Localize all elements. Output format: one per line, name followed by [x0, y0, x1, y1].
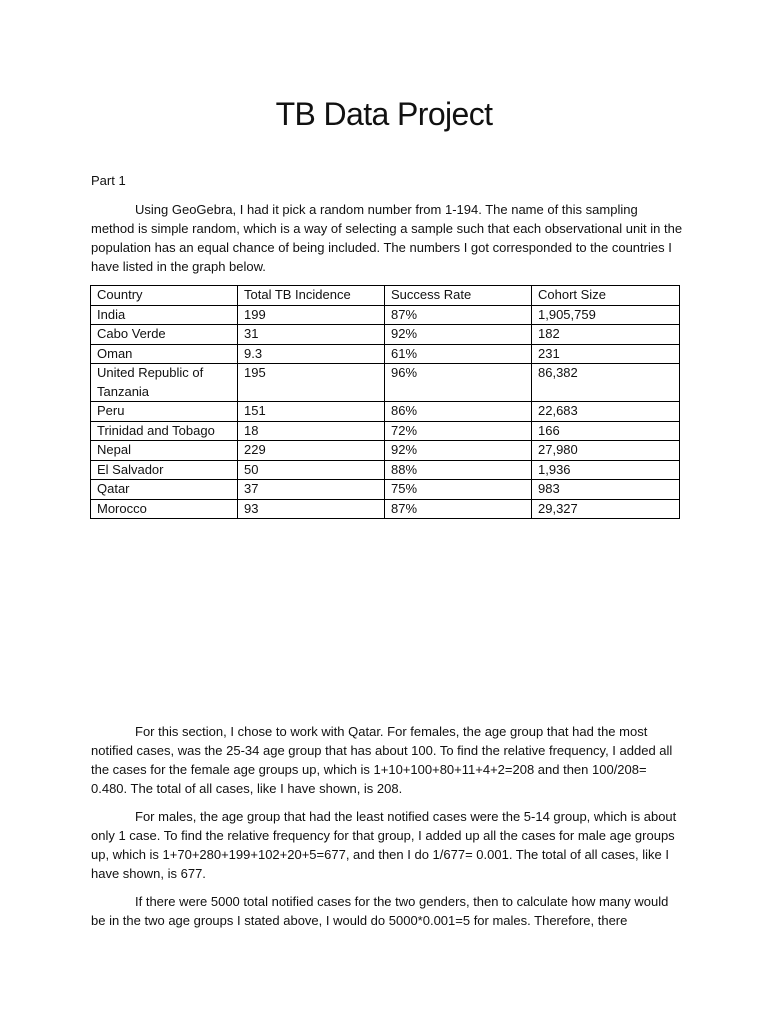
table-cell: 92%	[385, 441, 532, 461]
table-cell: 29,327	[532, 499, 680, 519]
table-cell: Success Rate	[385, 286, 532, 306]
table-cell: 96%	[385, 364, 532, 402]
table-header-row	[91, 286, 680, 306]
table-cell: 18	[238, 421, 385, 441]
table-cell: 86%	[385, 402, 532, 422]
table-row	[91, 460, 680, 480]
table-cell: 31	[238, 325, 385, 345]
table-cell: 195	[238, 364, 385, 402]
table-cell: 87%	[385, 305, 532, 325]
table-cell: Oman	[91, 344, 238, 364]
table-cell: Country	[91, 286, 238, 306]
table-cell: 229	[238, 441, 385, 461]
table-cell: 88%	[385, 460, 532, 480]
table-cell: 86,382	[532, 364, 680, 402]
table-cell: 151	[238, 402, 385, 422]
table-cell: 37	[238, 480, 385, 500]
table-row	[91, 441, 680, 461]
table-row	[91, 325, 680, 345]
table-cell: 1,936	[532, 460, 680, 480]
table-cell: 75%	[385, 480, 532, 500]
table-cell: 72%	[385, 421, 532, 441]
part-label: Part 1	[91, 173, 126, 188]
table-cell: 93	[238, 499, 385, 519]
table-cell: United Republic of Tanzania	[91, 364, 238, 402]
intro-paragraph: Using GeoGebra, I had it pick a random number from 1-194. The name of this sampling method is simple random, which is a way of selecting a sample such that each observational unit in the population has an equal chance of being included. The numbers I got corresponded to the countries I have listed in the graph below.	[91, 202, 683, 274]
table-cell: Nepal	[91, 441, 238, 461]
table-cell: Trinidad and Tobago	[91, 421, 238, 441]
table-cell: 27,980	[532, 441, 680, 461]
table-cell: 22,683	[532, 402, 680, 422]
female-analysis-paragraph: For this section, I chose to work with Qatar. For females, the age group that had the most notified cases, was the 25-34 age group that has about 100. To find the relative frequency, I added all the cases for the female age groups up, which is 1+10+100+80+11+4+2=208 and then 100/208= 0.480. The total of all cases, like I have shown, is 208.	[91, 724, 673, 796]
table-cell: 1,905,759	[532, 305, 680, 325]
table-cell: 50	[238, 460, 385, 480]
total-cases-paragraph: If there were 5000 total notified cases for the two genders, then to calculate how many would be in the two age groups I stated above, I would do 5000*0.001=5 for males. Therefore, there	[91, 894, 669, 928]
male-analysis-paragraph: For males, the age group that had the least notified cases were the 5-14 group, which is about only 1 case. To find the relative frequency for that group, I added up all the cases for male age groups up, which is 1+70+280+199+102+20+5=677, and then I do 1/677= 0.001. The total of all cases, like I have shown, is 677.	[91, 809, 677, 881]
table-row	[91, 344, 680, 364]
table-row	[91, 480, 680, 500]
table-cell: 92%	[385, 325, 532, 345]
table-row	[91, 421, 680, 441]
table-cell: India	[91, 305, 238, 325]
table-cell: 9.3	[238, 344, 385, 364]
table-row	[91, 499, 680, 519]
table-cell: Cohort Size	[532, 286, 680, 306]
table-cell: 61%	[385, 344, 532, 364]
table-cell: Morocco	[91, 499, 238, 519]
tb-data-table	[90, 285, 680, 519]
table-cell: 199	[238, 305, 385, 325]
table-cell: Total TB Incidence	[238, 286, 385, 306]
table-cell: 231	[532, 344, 680, 364]
document-title: TB Data Project	[275, 96, 493, 132]
table-cell: 182	[532, 325, 680, 345]
table-cell: 166	[532, 421, 680, 441]
table-cell: Cabo Verde	[91, 325, 238, 345]
table-cell: Peru	[91, 402, 238, 422]
table-cell: 983	[532, 480, 680, 500]
table-row	[91, 364, 680, 402]
table-cell: Qatar	[91, 480, 238, 500]
tb-data-table-body	[91, 286, 680, 519]
table-row	[91, 305, 680, 325]
table-cell: El Salvador	[91, 460, 238, 480]
table-cell: 87%	[385, 499, 532, 519]
table-row	[91, 402, 680, 422]
